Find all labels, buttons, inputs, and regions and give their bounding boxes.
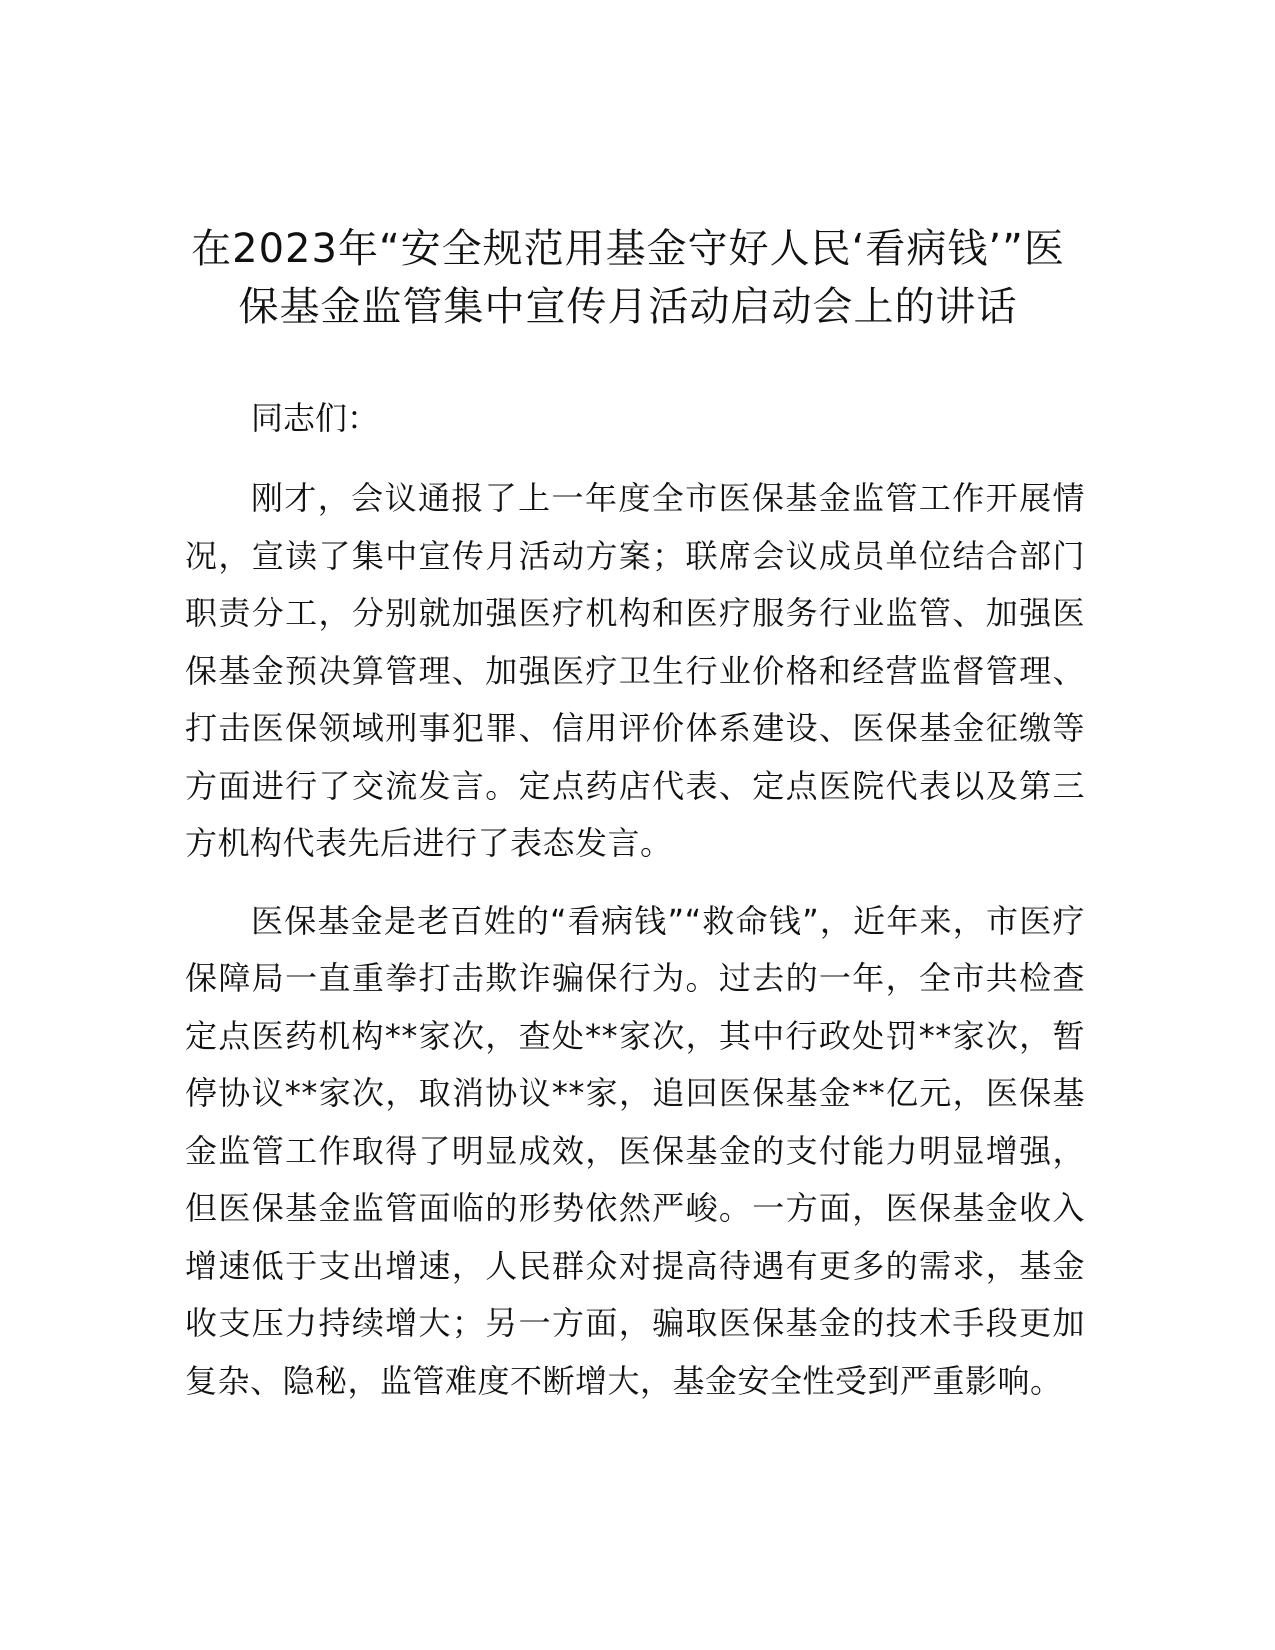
paragraph: 刚才，会议通报了上一年度全市医保基金监管工作开展情况，宣读了集中宣传月活动方案；联席会议成员单位结合部门职责分工，分别就加强医疗机构和医疗服务行业监管、加强医保基金预决算管理、加强医疗卫生行业价格和经营监督管理、打击医保领域刑事犯罪、信用评价体系建设、医保基金征缴等方面进行了交流发言。定点药店代表、定点医院代表以及第三方机构代表先后进行了表态发言。 <box>185 479 1085 862</box>
document-title: 在2023年“安全规范用基金守好人民‘看病钱’”医保基金监管集中宣传月活动启动会上的讲话 <box>191 226 1065 330</box>
document-body <box>185 396 1085 1430</box>
salutation: 同志们： <box>251 399 380 437</box>
paragraph: 医保基金是老百姓的“看病钱”“救命钱”，近年来，市医疗保障局一直重拳打击欺诈骗保行为。过去的一年，全市共检查定点医药机构**家次，查处**家次，其中行政处罚**家次，暂停协议**家次，取消协议**家，追回医保基金**亿元，医保基金监管工作取得了明显成效，医保基金的支付能力明显增强，但医保基金监管面临的形势依然严峻。一方面，医保基金收入增速低于支出增速，人民群众对提高待遇有更多的需求，基金收支压力持续增大；另一方面，骗取医保基金的技术手段更加复杂、隐秘，监管难度不断增大，基金安全性受到严重影响。 <box>185 901 1085 1400</box>
